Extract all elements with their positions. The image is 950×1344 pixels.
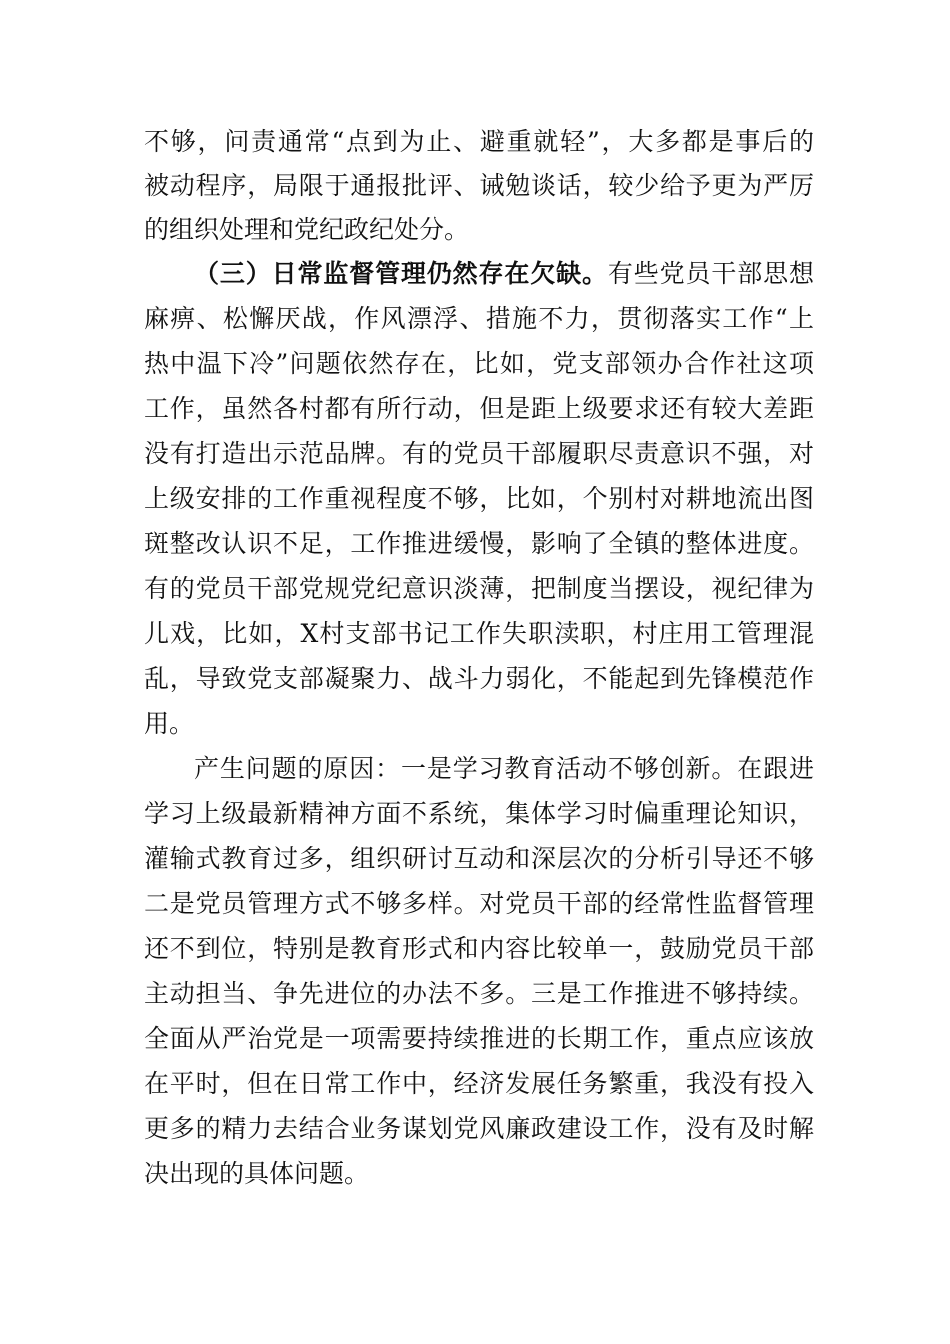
paragraph-line: 学习上级最新精神方面不系统，集体学习时偏重理论知识，	[144, 799, 814, 828]
paragraph-line: 乱，导致党支部凝聚力、战斗力弱化，不能起到先锋模范作	[144, 664, 814, 693]
paragraph-line: 不够，问责通常“点到为止、避重就轻”，大多都是事后的	[144, 127, 814, 156]
paragraph-line: 更多的精力去结合业务谋划党风廉政建设工作，没有及时解	[144, 1114, 814, 1143]
section-heading-line	[194, 254, 814, 294]
paragraph-line: 灌输式教育过多，组织研讨互动和深层次的分析引导还不够	[144, 844, 814, 873]
section-heading: （三）日常监督管理仍然存在欠缺。	[194, 259, 608, 288]
paragraph-line: 热中温下冷”问题依然存在，比如，党支部领办合作社这项	[144, 349, 814, 378]
paragraph-line: 儿戏，比如，X村支部书记工作失职渎职，村庄用工管理混	[144, 619, 814, 648]
paragraph-text: 有些党员干部思想	[607, 259, 814, 288]
paragraph-line: 还不到位，特别是教育形式和内容比较单一，鼓励党员干部	[144, 934, 814, 963]
paragraph-line: 上级安排的工作重视程度不够，比如，个别村对耕地流出图	[144, 484, 814, 513]
paragraph-line: 麻痹、松懈厌战，作风漂浮、措施不力，贯彻落实工作“上	[144, 304, 814, 333]
paragraph-line: 工作，虽然各村都有所行动，但是距上级要求还有较大差距	[144, 394, 814, 423]
paragraph-line: 主动担当、争先进位的办法不多。三是工作推进不够持续。	[144, 979, 814, 1008]
paragraph-line: 有的党员干部党规党纪意识淡薄，把制度当摆设，视纪律为	[144, 574, 814, 603]
paragraph-line: 斑整改认识不足，工作推进缓慢，影响了全镇的整体进度。	[144, 529, 814, 558]
paragraph-line: 没有打造出示范品牌。有的党员干部履职尽责意识不强，对	[144, 439, 814, 468]
paragraph-first-line: 产生问题的原因：一是学习教育活动不够创新。在跟进	[194, 754, 814, 783]
paragraph-line: 二是党员管理方式不够多样。对党员干部的经常性监督管理	[144, 889, 814, 918]
paragraph-line: 全面从严治党是一项需要持续推进的长期工作，重点应该放	[144, 1024, 814, 1053]
paragraph-line: 用。	[144, 709, 195, 738]
paragraph-line: 在平时，但在日常工作中，经济发展任务繁重，我没有投入	[144, 1069, 814, 1098]
paragraph-line: 被动程序，局限于通报批评、诫勉谈话，较少给予更为严厉	[144, 171, 814, 200]
paragraph-line: 的组织处理和党纪政纪处分。	[144, 215, 470, 244]
paragraph-line: 决出现的具体问题。	[144, 1159, 370, 1188]
